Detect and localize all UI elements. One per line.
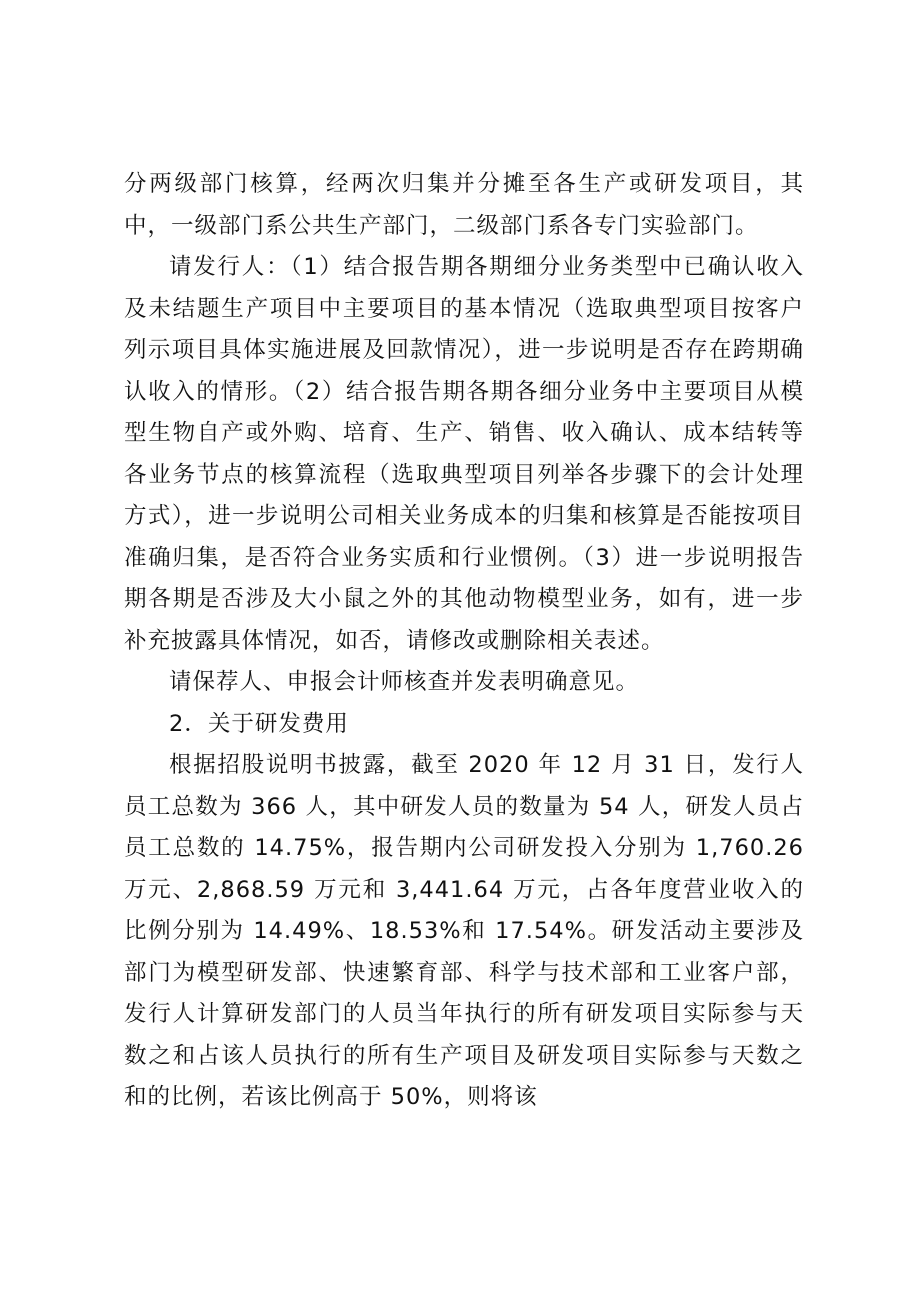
paragraph-sponsor-opinion: 请保荐人、申报会计师核查并发表明确意见。 — [169, 669, 640, 695]
paragraph-request-issuer: 请发行人：（1）结合报告期各期细分业务类型中已确认收入及未结题生产项目中主要项目的基本情况（选取典型项目按客户列示项目具体实施进展及回款情况），进一步说明是否存在跨期确认收入的情形。（2）结合报告期各期各细分业务中主要项目从模型生物自产或外购、培育、生产、销售、收入确认、成本结转等各业务节点的核算流程（选取典型项目列举各步骤下的会计处理方式），进一步说明公司相关业务成本的归集和核算是否能按项目准确归集，是否符合业务实质和行业惯例。（3）进一步说明报告期各期是否涉及大小鼠之外的其他动物模型业务，如有，进一步补充披露具体情况，如否，请修改或删除相关表述。 — [124, 254, 804, 654]
section-heading-rd-expenses: 2．关于研发费用 — [169, 710, 349, 737]
paragraph-prospectus-disclosure: 根据招股说明书披露，截至 2020 年 12 月 31 日，发行人员工总数为 366 人，其中研发人员的数量为 54 人，研发人员占员工总数的 14.75%，报告期内公司研发投入分别为 1,760.26 万元、2,868.59 万元和 3,441.64 万元，占各年度营业收入的比例分别为 14.49%、18.53%和 17.54%。研发活动主要涉及部门为模型研发部、快速繁育部、科学与技术部和工业客户部，发行人计算研发部门的人员当年执行的所有研发项目实际参与天数之和占该人员执行的所有生产项目及研发项目实际参与天数之和的比例，若该比例高于 50%，则将该 — [124, 752, 804, 1110]
paragraph-continuation: 分两级部门核算，经两次归集并分摊至各生产或研发项目，其中，一级部门系公共生产部门，二级部门系各专门实验部门。 — [124, 171, 804, 239]
document-body — [124, 164, 804, 1119]
